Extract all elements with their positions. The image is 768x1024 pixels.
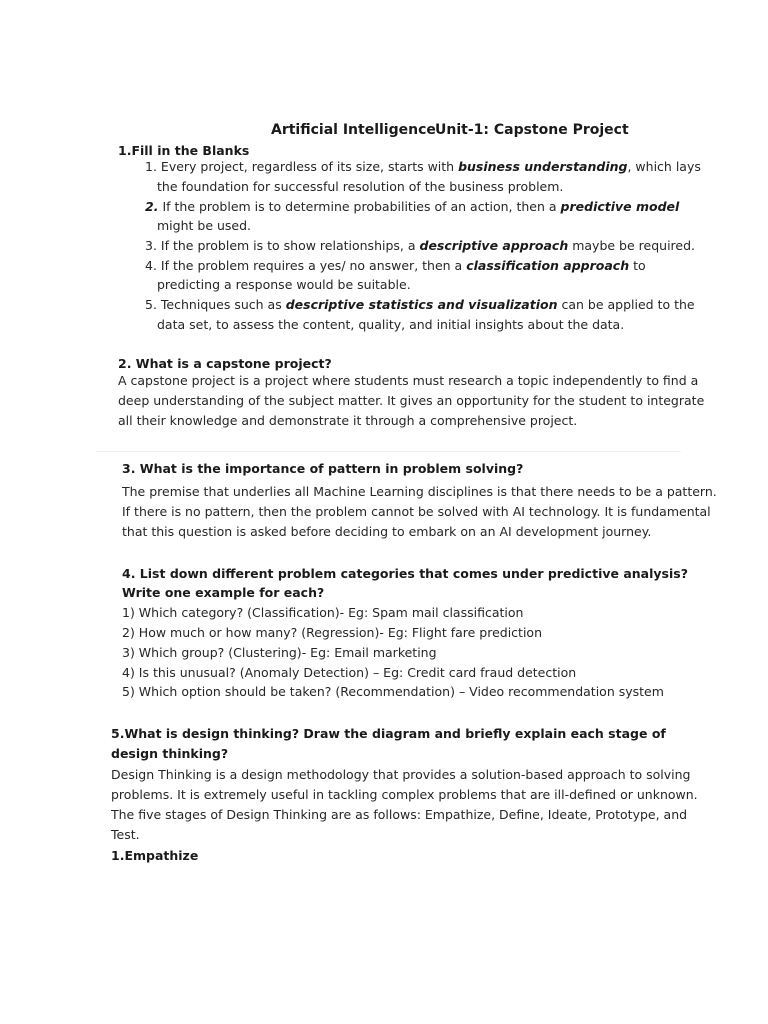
item-text-post: maybe be required. [568, 238, 696, 253]
q5-heading-1: 5.What is design thinking? Draw the diagram and briefly explain each stage of [111, 726, 666, 741]
q5-line-4: Test. [111, 827, 140, 842]
unit-title: Unit-1: Capstone Project [435, 122, 629, 138]
q1-item-4 [145, 256, 646, 276]
item-text-post: can be applied to the [557, 297, 695, 312]
item-number: 3. [145, 238, 157, 253]
q1-item-4-cont: predicting a response would be suitable. [157, 277, 411, 292]
q2-line-3: all their knowledge and demonstrate it through a comprehensive project. [118, 413, 578, 428]
q1-item-1-cont: the foundation for successful resolution of the business problem. [157, 179, 564, 194]
item-number: 2. [145, 199, 159, 214]
q3-line-3: that this question is asked before deciding to embark on an AI development journey. [122, 524, 652, 539]
q4-heading-1: 4. List down different problem categories that comes under predictive analysis? [122, 566, 688, 581]
q5-heading-2: design thinking? [111, 746, 229, 761]
q2-heading: 2. What is a capstone project? [118, 356, 332, 371]
q5-line-3: The five stages of Design Thinking are as follows: Empathize, Define, Ideate, Prototype, and [111, 807, 688, 822]
subject-title: Artificial Intelligence [271, 122, 436, 138]
item-text-pre: Techniques such as [160, 297, 286, 312]
item-text-post: to [629, 258, 646, 273]
q4-line-4: 4) Is this unusual? (Anomaly Detection) – Eg: Credit card fraud detection [122, 665, 577, 680]
q3-line-1: The premise that underlies all Machine Learning disciplines is that there needs to be a pattern. [122, 484, 717, 499]
q4-line-1: 1) Which category? (Classification)- Eg: Spam mail classification [122, 605, 524, 620]
q1-heading: 1.Fill in the Blanks [118, 143, 250, 158]
q4-heading-2: Write one example for each? [122, 585, 325, 600]
item-text-pre: If the problem requires a yes/ no answer, then a [160, 258, 467, 273]
item-answer: classification approach [466, 258, 630, 273]
item-answer: business understanding [458, 159, 628, 174]
q4-line-3: 3) Which group? (Clustering)- Eg: Email marketing [122, 645, 437, 660]
item-number: 5. [145, 297, 157, 312]
item-text-post: , which lays [627, 159, 701, 174]
item-text-pre: If the problem is to determine probabilities of an action, then a [162, 199, 561, 214]
item-text-pre: If the problem is to show relationships, a [160, 238, 420, 253]
q5-line-1: Design Thinking is a design methodology that provides a solution-based approach to solving [111, 767, 691, 782]
item-answer: predictive model [560, 199, 680, 214]
q5-subheading: 1.Empathize [111, 848, 199, 863]
q3-line-2: If there is no pattern, then the problem cannot be solved with AI technology. It is fundamental [122, 504, 711, 519]
q1-item-2 [145, 197, 679, 217]
q2-line-1: A capstone project is a project where students must research a topic independently to find a [118, 373, 699, 388]
q3-heading: 3. What is the importance of pattern in problem solving? [122, 461, 524, 476]
q1-item-5-cont: data set, to assess the content, quality, and initial insights about the data. [157, 317, 625, 332]
q1-item-5 [145, 295, 695, 315]
q4-line-2: 2) How much or how many? (Regression)- Eg: Flight fare prediction [122, 625, 543, 640]
q1-item-1 [145, 157, 701, 177]
q2-line-2: deep understanding of the subject matter. It gives an opportunity for the student to integrate [118, 393, 705, 408]
item-answer: descriptive approach [419, 238, 569, 253]
item-text-pre: Every project, regardless of its size, starts with [160, 159, 459, 174]
item-number: 1. [145, 159, 157, 174]
q4-line-5: 5) Which option should be taken? (Recommendation) – Video recommendation system [122, 684, 664, 699]
item-number: 4. [145, 258, 157, 273]
q5-line-2: problems. It is extremely useful in tackling complex problems that are ill-defined or unknown. [111, 787, 698, 802]
section-divider [96, 451, 681, 452]
q1-item-2-cont: might be used. [157, 218, 252, 233]
q1-item-3 [145, 236, 695, 256]
item-answer: descriptive statistics and visualization [285, 297, 558, 312]
